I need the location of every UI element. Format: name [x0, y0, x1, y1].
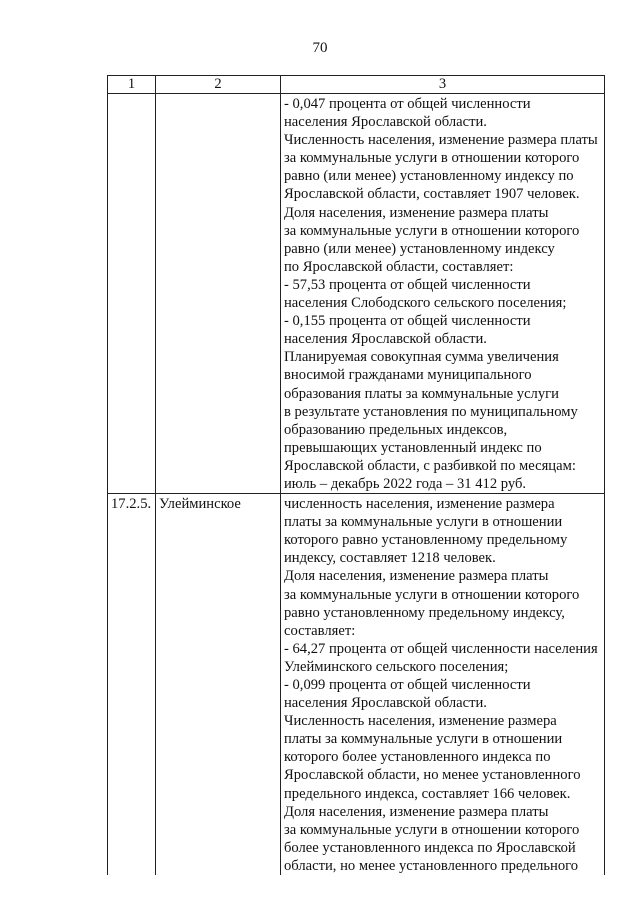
text-line: - 0,047 процента от общей численности	[284, 96, 531, 112]
text-line: июль – декабрь 2022 года – 31 412 руб.	[284, 475, 527, 492]
text-line: за коммунальные услуги в отношении которого	[284, 821, 580, 838]
text-line: Ярославской области, но менее установленного	[284, 767, 581, 784]
text-line: Доля населения, изменение размера платы	[284, 204, 549, 221]
text-line: за коммунальные услуги в отношении которого	[284, 150, 580, 167]
text-line: платы за коммунальные услуги в отношении	[284, 514, 563, 531]
description-cell	[281, 494, 605, 875]
text-line: - 0,155 процента от общей численности	[284, 313, 531, 330]
row-number: 17.2.5.	[111, 496, 152, 513]
row-number-cell	[108, 94, 156, 494]
text-line: области, но менее установленного предельного	[284, 857, 579, 874]
text-line: Ярославской области, с разбивкой по месяцам:	[284, 457, 576, 474]
text-line: Численность населения, изменение размера платы	[284, 132, 598, 149]
text-line: превышающих установленный индекс по	[284, 439, 542, 456]
text-line: населения Ярославской области.	[284, 695, 487, 712]
text-line: индексу, составляет 1218 человек.	[284, 550, 496, 567]
text-line: Планируемая совокупная сумма увеличения	[284, 349, 559, 366]
table-row	[108, 494, 605, 875]
text-line: вносимой гражданами муниципального	[284, 367, 532, 384]
settlement-name-cell	[156, 94, 281, 494]
row-number	[108, 94, 155, 95]
text-line: - 57,53 процента от общей численности	[284, 276, 531, 293]
text-line: Доля населения, изменение размера платы	[284, 568, 549, 585]
description-text	[281, 94, 604, 493]
text-line: равно установленному предельному индексу,	[284, 604, 565, 621]
text-line: которого равно установленному предельному	[284, 532, 568, 549]
settlement-name	[156, 94, 280, 95]
text-line: Улейминского сельского поселения;	[284, 658, 509, 675]
text-line: за коммунальные услуги в отношении которого	[284, 222, 580, 239]
text-line: Ярославской области, составляет 1907 человек.	[284, 186, 580, 203]
text-line: по Ярославской области, составляет:	[284, 258, 514, 275]
text-line: более установленного индекса по Ярославской	[284, 839, 576, 856]
text-line: Численность населения, изменение размера	[284, 713, 557, 730]
text-line: предельного индекса, составляет 166 человек.	[284, 785, 571, 802]
text-line: платы за коммунальные услуги в отношении	[284, 731, 563, 748]
text-line: населения Ярославской области.	[284, 331, 487, 348]
text-line: - 0,099 процента от общей численности	[284, 677, 531, 693]
table-row	[108, 94, 605, 494]
text-line: населения Ярославской области.	[284, 114, 487, 131]
text-line: равно (или менее) установленному индексу по	[284, 168, 574, 185]
data-table	[107, 75, 605, 875]
header-col-1: 1	[108, 76, 156, 94]
text-line: образования платы за коммунальные услуги	[284, 385, 559, 402]
header-col-2: 2	[156, 76, 281, 94]
header-col-3: 3	[281, 76, 605, 94]
description-text	[281, 494, 604, 875]
text-line: равно (или менее) установленному индексу	[284, 240, 555, 257]
text-line: в результате установления по муниципальному	[284, 403, 578, 420]
row-number-cell	[108, 494, 156, 875]
text-line: которого более установленного индекса по	[284, 749, 551, 766]
text-line: составляет:	[284, 622, 356, 639]
text-line: населения Слободского сельского поселения;	[284, 295, 567, 312]
text-line: - 64,27 процента от общей численности населения	[284, 640, 598, 657]
description-cell	[281, 94, 605, 494]
text-line: численность населения, изменение размера	[284, 496, 555, 513]
settlement-name: Улейминское	[159, 496, 241, 513]
text-line: Доля населения, изменение размера платы	[284, 803, 549, 820]
page-number: 70	[312, 40, 328, 56]
table-header-row	[108, 76, 605, 94]
text-line: за коммунальные услуги в отношении которого	[284, 586, 580, 603]
text-line: образованию предельных индексов,	[284, 421, 508, 438]
settlement-name-cell	[156, 494, 281, 875]
